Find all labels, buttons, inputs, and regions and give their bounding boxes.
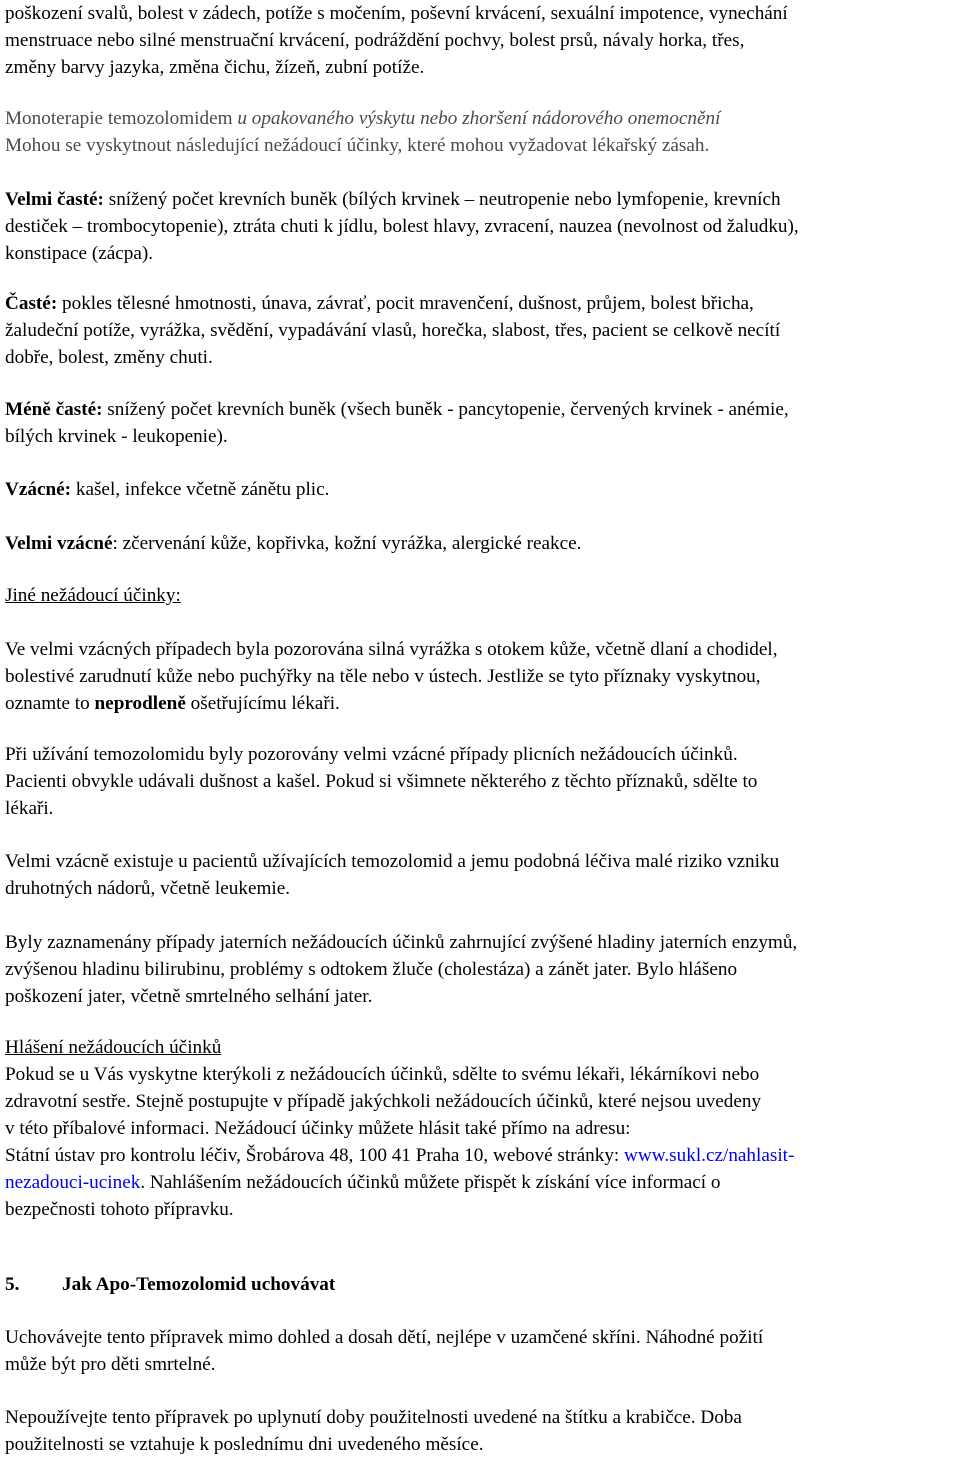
text-span: snížený počet krevních buněk (bílých krvinek – neutropenie nebo lymfopenie, krevních xyxy=(103,189,781,210)
section-number: 5. xyxy=(5,1274,20,1295)
text-line: v této příbalové informaci. Nežádoucí účinky můžete hlásit také přímo na adresu: xyxy=(5,1118,631,1139)
very-rare-paragraph xyxy=(5,530,960,557)
section-title: Jak Apo-Temozolomid uchovávat xyxy=(62,1274,336,1295)
emphasis: neprodleně xyxy=(94,693,186,714)
sukl-link-continued[interactable]: nezadouci-ucinek xyxy=(5,1172,141,1193)
text-span: snížený počet krevních buněk (všech buněk - pancytopenie, červených krvinek - anémie, xyxy=(102,399,789,420)
text-line xyxy=(5,186,960,213)
text-span: oznamte to xyxy=(5,693,95,714)
less-common-paragraph xyxy=(5,396,960,450)
monotherapy-title: Monoterapie temozolomidem xyxy=(5,108,238,129)
expiry-paragraph xyxy=(5,1404,960,1458)
text-line xyxy=(5,476,960,503)
text-span: ošetřujícímu lékaři. xyxy=(185,693,340,714)
text-line: Byly zaznamenány případy jaterních nežádoucích účinků zahrnující zvýšené hladiny jaterních enzymů, xyxy=(5,932,798,953)
text-line: změny barvy jazyka, změna čichu, žízeň, zubní potíže. xyxy=(5,57,425,78)
text-line: může být pro děti smrtelné. xyxy=(5,1354,216,1375)
monotherapy-condition: u opakovaného výskytu nebo zhoršení nádorového onemocnění xyxy=(237,108,721,129)
frequency-label: Časté: xyxy=(5,293,58,314)
text-line xyxy=(5,690,960,717)
text-line: bolestivé zarudnutí kůže nebo puchýřky na těle nebo v ústech. Jestliže se tyto příznaky vyskytnou, xyxy=(5,666,761,687)
reporting-paragraph xyxy=(5,1034,960,1223)
section-heading xyxy=(5,1271,960,1298)
text-line: dobře, bolest, změny chuti. xyxy=(5,347,213,368)
frequency-label: Velmi vzácné xyxy=(5,533,113,554)
reporting-heading: Hlášení nežádoucích účinků xyxy=(5,1037,222,1058)
text-span: kašel, infekce včetně zánětu plic. xyxy=(71,479,330,500)
monotherapy-heading xyxy=(5,105,960,132)
text-line: bílých krvinek - leukopenie). xyxy=(5,426,228,447)
rare-paragraph xyxy=(5,476,960,503)
text-line xyxy=(5,1169,960,1196)
monotherapy-paragraph xyxy=(5,105,960,159)
section-5-heading-block xyxy=(5,1271,960,1298)
frequency-label: Velmi časté: xyxy=(5,189,104,210)
text-line: žaludeční potíže, vyrážka, svědění, vypadávání vlasů, horečka, slabost, třes, pacient se celkově necítí xyxy=(5,320,781,341)
severe-rash-paragraph xyxy=(5,636,960,717)
text-line: použitelnosti se vztahuje k poslednímu dni uvedeného měsíce. xyxy=(5,1434,484,1455)
text-line: Pokud se u Vás vyskytne kterýkoli z nežádoucích účinků, sdělte to svému lékaři, lékárníkovi nebo xyxy=(5,1064,760,1085)
text-span: : zčervenání kůže, kopřivka, kožní vyrážka, alergické reakce. xyxy=(112,533,582,554)
text-line: Při užívání temozolomidu byly pozorovány velmi vzácné případy plicních nežádoucích účinků. xyxy=(5,744,738,765)
text-span: Státní ústav pro kontrolu léčiv, Šrobárova 48, 100 41 Praha 10, webové stránky: xyxy=(5,1145,625,1166)
text-span: . Nahlášením nežádoucích účinků můžete přispět k získání více informací o xyxy=(140,1172,721,1193)
text-line: Nepoužívejte tento přípravek po uplynutí doby použitelnosti uvedené na štítku a krabičce. Doba xyxy=(5,1407,742,1428)
other-effects-heading-block xyxy=(5,582,960,609)
text-line: destiček – trombocytopenie), ztráta chuti k jídlu, bolest hlavy, zvracení, nauzea (nevolnost od žaludku), xyxy=(5,216,799,237)
frequency-label: Méně časté: xyxy=(5,399,103,420)
secondary-tumors-paragraph xyxy=(5,848,960,902)
text-line: druhotných nádorů, včetně leukemie. xyxy=(5,878,291,899)
text-line xyxy=(5,290,960,317)
very-common-paragraph xyxy=(5,186,960,267)
common-paragraph xyxy=(5,290,960,371)
sukl-link[interactable]: www.sukl.cz/nahlasit- xyxy=(624,1145,795,1166)
storage-paragraph xyxy=(5,1324,960,1378)
text-line: Uchovávejte tento přípravek mimo dohled a dosah dětí, nejlépe v uzamčené skříni. Náhodné požití xyxy=(5,1327,764,1348)
text-line xyxy=(5,396,960,423)
text-span: pokles tělesné hmotnosti, únava, závrať, pocit mravenčení, dušnost, průjem, bolest břicha, xyxy=(57,293,754,314)
text-line: Mohou se vyskytnout následující nežádoucí účinky, které mohou vyžadovat lékařský zásah. xyxy=(5,135,710,156)
text-line xyxy=(5,530,960,557)
frequency-label: Vzácné: xyxy=(5,479,72,500)
text-line xyxy=(5,1142,960,1169)
text-line: Velmi vzácně existuje u pacientů užívajících temozolomid a jemu podobná léčiva malé riziko vzniku xyxy=(5,851,780,872)
other-effects-heading: Jiné nežádoucí účinky: xyxy=(5,585,181,606)
text-line: zvýšenou hladinu bilirubinu, problémy s odtokem žluče (cholestáza) a zánět jater. Bylo hlášeno xyxy=(5,959,738,980)
text-line: bezpečnosti tohoto přípravku. xyxy=(5,1199,234,1220)
text-line: konstipace (zácpa). xyxy=(5,243,154,264)
text-line: Ve velmi vzácných případech byla pozorována silná vyrážka s otokem kůže, včetně dlaní a chodidel, xyxy=(5,639,778,660)
liver-paragraph xyxy=(5,929,960,1010)
text-line: lékaři. xyxy=(5,798,54,819)
text-line: zdravotní sestře. Stejně postupujte v případě jakýchkoli nežádoucích účinků, které nejsou uvedeny xyxy=(5,1091,762,1112)
text-line: Pacienti obvykle udávali dušnost a kašel. Pokud si všimnete některého z těchto příznaků, sdělte to xyxy=(5,771,758,792)
text-line: poškození svalů, bolest v zádech, potíže s močením, poševní krvácení, sexuální impotence, vynechání xyxy=(5,3,788,24)
intro-paragraph xyxy=(5,0,960,81)
text-line: menstruace nebo silné menstruační krvácení, podráždění pochvy, bolest prsů, návaly horka, třes, xyxy=(5,30,745,51)
text-line: poškození jater, včetně smrtelného selhání jater. xyxy=(5,986,373,1007)
pulmonary-paragraph xyxy=(5,741,960,822)
